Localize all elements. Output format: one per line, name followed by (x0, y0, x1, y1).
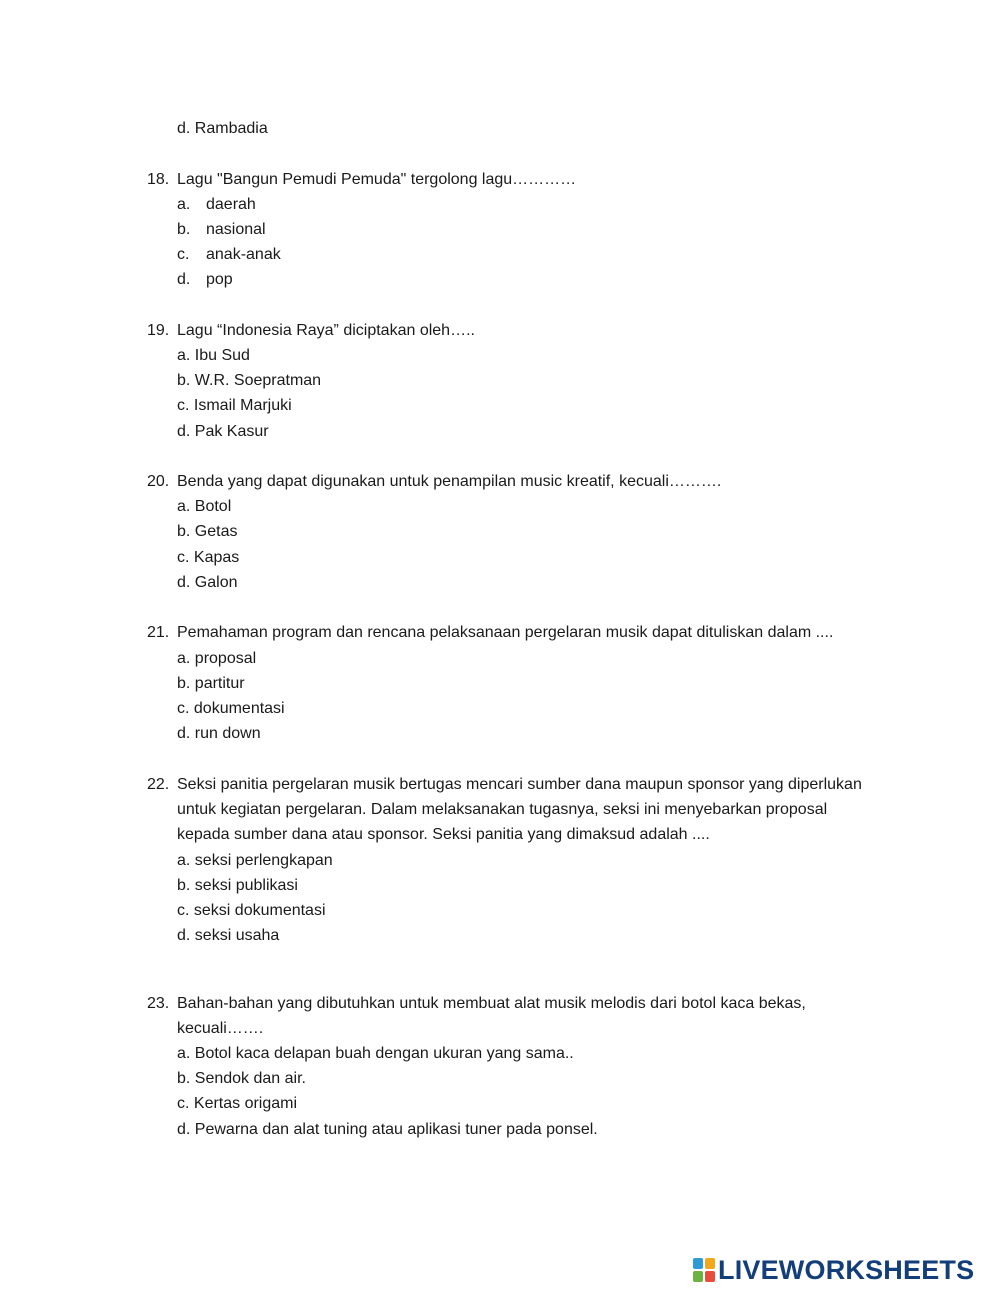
question-number: 20. (147, 473, 170, 490)
logo-square-icon (705, 1271, 715, 1282)
option-a[interactable]: a. proposal (177, 650, 257, 667)
question-number: 19. (147, 322, 170, 339)
option-b[interactable]: b. partitur (177, 675, 245, 692)
question-text: Lagu “Indonesia Raya” diciptakan oleh….. (177, 322, 475, 339)
option-text: nasional (206, 221, 266, 238)
question-number: 22. (147, 776, 170, 793)
option-letter: c. (177, 246, 190, 263)
option-c[interactable]: c. dokumentasi (177, 700, 285, 717)
option-d[interactable]: d. Pak Kasur (177, 423, 269, 440)
liveworksheets-logo-icon (693, 1258, 715, 1282)
option-b[interactable] (177, 220, 266, 240)
option-b[interactable]: b. seksi publikasi (177, 877, 298, 894)
question-text: Benda yang dapat digunakan untuk penampilan music kreatif, kecuali………. (177, 473, 722, 490)
question-number: 21. (147, 624, 170, 641)
question-text-line-1: Seksi panitia pergelaran musik bertugas mencari sumber dana maupun sponsor yang diperlukan (177, 776, 862, 793)
option-c[interactable]: c. Kertas origami (177, 1095, 298, 1112)
option-b[interactable]: b. Getas (177, 523, 238, 540)
option-text: anak-anak (206, 246, 281, 263)
option-letter: d. (177, 271, 191, 288)
logo-square-icon (693, 1271, 703, 1282)
option-d[interactable]: d. seksi usaha (177, 927, 280, 944)
option-a[interactable]: a. Botol (177, 498, 232, 515)
question-text-line-3: kepada sumber dana atau sponsor. Seksi panitia yang dimaksud adalah .... (177, 826, 710, 843)
question-text-line-1: Bahan-bahan yang dibutuhkan untuk membuat alat musik melodis dari botol kaca bekas, (177, 995, 806, 1012)
option-d[interactable]: d. Galon (177, 574, 238, 591)
liveworksheets-logo (693, 1255, 974, 1285)
option-d[interactable]: d. Pewarna dan alat tuning atau aplikasi tuner pada ponsel. (177, 1121, 598, 1138)
liveworksheets-wordmark: LIVEWORKSHEETS (718, 1255, 975, 1285)
option-a[interactable]: a. Ibu Sud (177, 347, 250, 364)
option-a[interactable] (177, 195, 256, 215)
option-a[interactable]: a. Botol kaca delapan buah dengan ukuran yang sama.. (177, 1045, 574, 1062)
option-text: pop (206, 271, 233, 288)
option-c[interactable]: c. Kapas (177, 549, 240, 566)
option-c[interactable]: c. seksi dokumentasi (177, 902, 326, 919)
option-letter: b. (177, 221, 191, 238)
question-text: Lagu "Bangun Pemudi Pemuda" tergolong lagu………… (177, 171, 577, 188)
question-text-line-2: kecuali……. (177, 1020, 264, 1037)
option-a[interactable]: a. seksi perlengkapan (177, 852, 333, 869)
option-c[interactable] (177, 245, 281, 265)
option-d[interactable]: d. run down (177, 725, 261, 742)
option-b[interactable]: b. Sendok dan air. (177, 1070, 306, 1087)
option-text: daerah (206, 196, 256, 213)
option-letter: a. (177, 196, 191, 213)
question-number: 23. (147, 995, 170, 1012)
logo-square-icon (705, 1258, 715, 1269)
option-c[interactable]: c. Ismail Marjuki (177, 397, 292, 414)
question-text: Pemahaman program dan rencana pelaksanaan pergelaran musik dapat dituliskan dalam .... (177, 624, 834, 641)
option-d[interactable] (177, 270, 233, 290)
option-b[interactable]: b. W.R. Soepratman (177, 372, 322, 389)
question-text-line-2: untuk kegiatan pergelaran. Dalam melaksanakan tugasnya, seksi ini menyebarkan proposal (177, 801, 828, 818)
prev-question-option-d: d. Rambadia (177, 120, 268, 137)
question-number: 18. (147, 171, 170, 188)
logo-square-icon (693, 1258, 703, 1269)
